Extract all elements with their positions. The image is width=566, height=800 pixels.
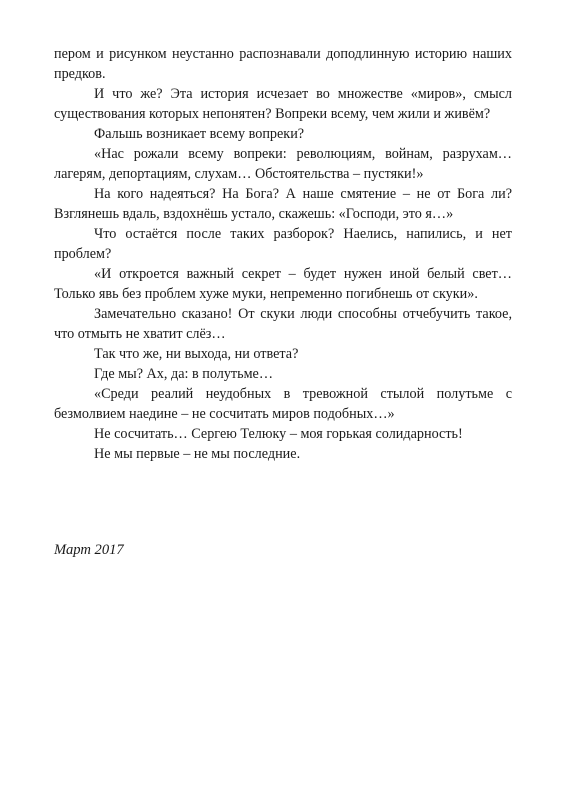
paragraph: «Среди реалий неудобных в тревожной стылой полутьме с безмолвием наедине – не сосчитать миров подобных…» (54, 386, 512, 422)
paragraph: Что остаётся после таких разборок? Наелись, напились, и нет проблем? (54, 226, 512, 262)
paragraph: пером и рисунком неустанно распознавали доподлинную историю наших предков. (54, 46, 512, 82)
paragraph: Не мы первые – не мы последние. (94, 446, 301, 462)
paragraph: Фальшь возникает всему вопреки? (94, 126, 305, 142)
paragraph: На кого надеяться? На Бога? А наше смятение – не от Бога ли? Взглянешь вдаль, вздохнёшь устало, скажешь: «Господи, это я…» (54, 186, 512, 222)
paragraph: Не сосчитать… Сергею Телюку – моя горькая солидарность! (94, 426, 463, 442)
body-text (54, 44, 512, 464)
paragraph: И что же? Эта история исчезает во множестве «миров», смысл существования которых непонятен? Вопреки всему, чем жили и живём? (54, 86, 512, 122)
paragraph: Так что же, ни выхода, ни ответа? (94, 346, 299, 362)
date-signature: Март 2017 (54, 542, 124, 558)
paragraph: Замечательно сказано! От скуки люди способны отчебучить такое, что отмыть не хватит слёз… (54, 306, 512, 342)
paragraph: «Нас рожали всему вопреки: революциям, войнам, разрухам… лагерям, депортациям, слухам… Обстоятельства – пустяки!» (54, 146, 512, 182)
paragraph: Где мы? Ах, да: в полутьме… (94, 366, 274, 382)
paragraph: «И откроется важный секрет – будет нужен иной белый свет… Только явь без проблем хуже муки, непременно погибнешь от скуки». (54, 266, 512, 302)
